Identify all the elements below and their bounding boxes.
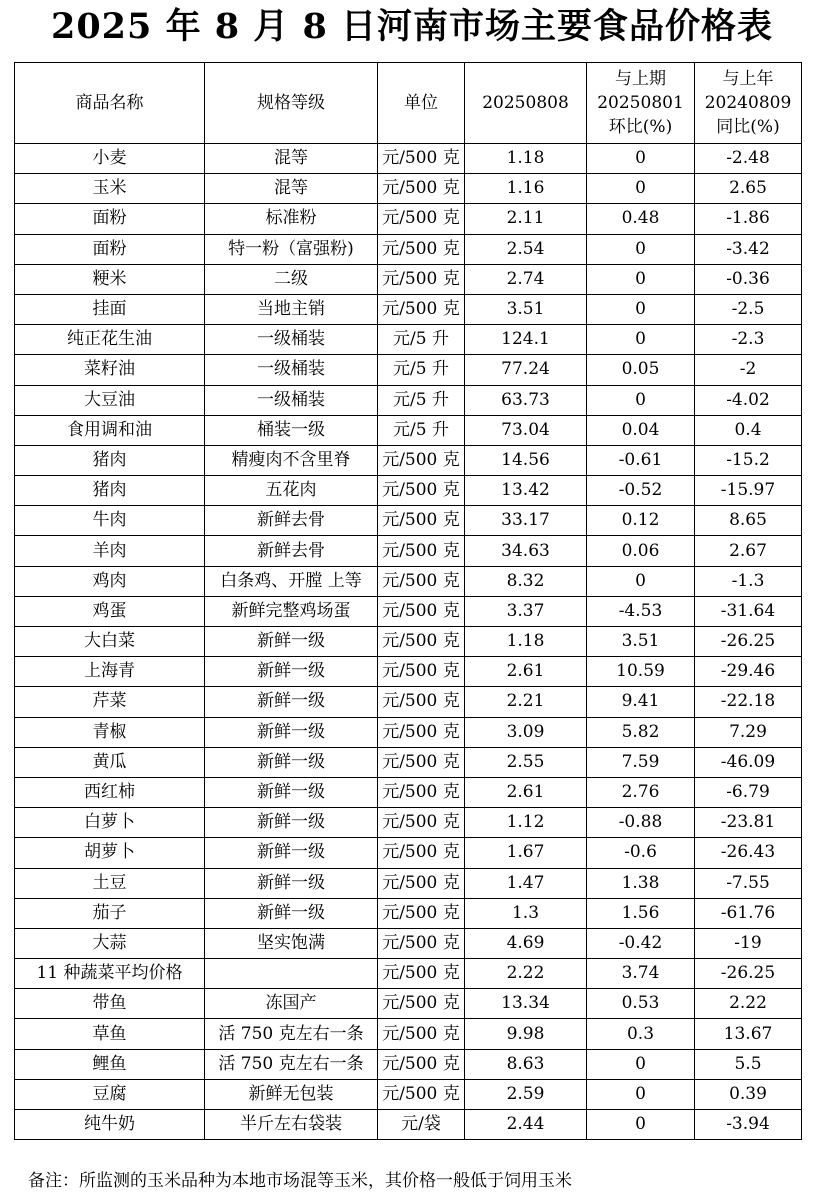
cell-spec: 标准粉 xyxy=(205,204,378,234)
cell-mom-change: 0 xyxy=(587,385,695,415)
cell-yoy-change: -61.76 xyxy=(695,898,802,928)
cell-yoy-change: -0.36 xyxy=(695,264,802,294)
cell-price: 13.42 xyxy=(465,476,587,506)
table-row xyxy=(15,294,802,324)
header-yoy-line: 与上年 xyxy=(722,69,774,89)
table-row xyxy=(15,898,802,928)
cell-price: 33.17 xyxy=(465,506,587,536)
cell-name: 菜籽油 xyxy=(15,355,205,385)
cell-unit: 元/500 克 xyxy=(378,174,465,204)
header-unit: 单位 xyxy=(378,63,465,144)
table-row xyxy=(15,808,802,838)
table-row xyxy=(15,657,802,687)
cell-spec: 一级桶装 xyxy=(205,355,378,385)
cell-unit: 元/500 克 xyxy=(378,234,465,264)
cell-yoy-change: -26.43 xyxy=(695,838,802,868)
header-name: 商品名称 xyxy=(15,63,205,144)
cell-price: 8.32 xyxy=(465,566,587,596)
table-row xyxy=(15,868,802,898)
cell-yoy-change: -7.55 xyxy=(695,868,802,898)
cell-unit: 元/5 升 xyxy=(378,325,465,355)
cell-unit: 元/500 克 xyxy=(378,264,465,294)
cell-name: 带鱼 xyxy=(15,989,205,1019)
cell-unit: 元/5 升 xyxy=(378,355,465,385)
cell-mom-change: 0.3 xyxy=(587,1019,695,1049)
cell-price: 1.3 xyxy=(465,898,587,928)
cell-mom-change: -4.53 xyxy=(587,596,695,626)
cell-mom-change: 0 xyxy=(587,1079,695,1109)
cell-price: 3.51 xyxy=(465,294,587,324)
cell-yoy-change: -3.42 xyxy=(695,234,802,264)
cell-name: 11 种蔬菜平均价格 xyxy=(15,959,205,989)
cell-spec: 白条鸡、开膛 上等 xyxy=(205,566,378,596)
table-row xyxy=(15,747,802,777)
cell-price: 14.56 xyxy=(465,445,587,475)
header-mom-line: 20250801 xyxy=(597,93,684,113)
cell-price: 124.1 xyxy=(465,325,587,355)
cell-spec: 特一粉（富强粉) xyxy=(205,234,378,264)
cell-price: 2.74 xyxy=(465,264,587,294)
page-title: 2025 年 8 月 8 日河南市场主要食品价格表 xyxy=(50,6,774,47)
cell-mom-change: -0.42 xyxy=(587,928,695,958)
cell-name: 食用调和油 xyxy=(15,415,205,445)
cell-price: 2.11 xyxy=(465,204,587,234)
cell-unit: 元/500 克 xyxy=(378,506,465,536)
table-row xyxy=(15,928,802,958)
cell-yoy-change: -3.94 xyxy=(695,1110,802,1140)
cell-yoy-change: -4.02 xyxy=(695,385,802,415)
cell-yoy-change: -2.5 xyxy=(695,294,802,324)
cell-price: 1.18 xyxy=(465,627,587,657)
cell-name: 鸡蛋 xyxy=(15,596,205,626)
cell-name: 玉米 xyxy=(15,174,205,204)
cell-spec: 混等 xyxy=(205,174,378,204)
cell-spec: 新鲜完整鸡场蛋 xyxy=(205,596,378,626)
cell-yoy-change: 2.67 xyxy=(695,536,802,566)
cell-unit: 元/袋 xyxy=(378,1110,465,1140)
cell-spec: 新鲜一级 xyxy=(205,838,378,868)
cell-yoy-change: 0.4 xyxy=(695,415,802,445)
header-mom-line: 与上期 xyxy=(615,69,666,89)
cell-mom-change: 3.51 xyxy=(587,627,695,657)
cell-name: 羊肉 xyxy=(15,536,205,566)
cell-price: 1.47 xyxy=(465,868,587,898)
cell-mom-change: 0.53 xyxy=(587,989,695,1019)
cell-unit: 元/500 克 xyxy=(378,445,465,475)
table-row xyxy=(15,989,802,1019)
cell-unit: 元/500 克 xyxy=(378,536,465,566)
cell-unit: 元/500 克 xyxy=(378,868,465,898)
cell-unit: 元/500 克 xyxy=(378,1019,465,1049)
cell-price: 2.55 xyxy=(465,747,587,777)
cell-name: 小麦 xyxy=(15,144,205,174)
cell-name: 上海青 xyxy=(15,657,205,687)
table-row xyxy=(15,959,802,989)
header-yoy xyxy=(695,63,802,144)
cell-price: 1.12 xyxy=(465,808,587,838)
table-row xyxy=(15,355,802,385)
table-row xyxy=(15,777,802,807)
cell-mom-change: 0.12 xyxy=(587,506,695,536)
cell-spec: 一级桶装 xyxy=(205,385,378,415)
cell-name: 茄子 xyxy=(15,898,205,928)
cell-name: 青椒 xyxy=(15,717,205,747)
cell-yoy-change: -2.3 xyxy=(695,325,802,355)
footnote: 备注：所监测的玉米品种为本地市场混等玉米，其价格一般低于饲用玉米 xyxy=(28,1171,572,1191)
cell-name: 挂面 xyxy=(15,294,205,324)
cell-unit: 元/500 克 xyxy=(378,747,465,777)
cell-unit: 元/500 克 xyxy=(378,928,465,958)
cell-mom-change: 0.48 xyxy=(587,204,695,234)
cell-mom-change: 0 xyxy=(587,1049,695,1079)
cell-name: 猪肉 xyxy=(15,476,205,506)
table-row xyxy=(15,566,802,596)
table-body xyxy=(15,144,802,1140)
cell-name: 鸡肉 xyxy=(15,566,205,596)
cell-unit: 元/500 克 xyxy=(378,838,465,868)
cell-name: 纯牛奶 xyxy=(15,1110,205,1140)
header-date: 20250808 xyxy=(465,63,587,144)
table-row xyxy=(15,476,802,506)
cell-name: 牛肉 xyxy=(15,506,205,536)
cell-spec: 新鲜一级 xyxy=(205,657,378,687)
table-row xyxy=(15,174,802,204)
cell-yoy-change: -1.3 xyxy=(695,566,802,596)
cell-spec: 活 750 克左右一条 xyxy=(205,1019,378,1049)
cell-name: 胡萝卜 xyxy=(15,838,205,868)
cell-price: 8.63 xyxy=(465,1049,587,1079)
cell-price: 3.37 xyxy=(465,596,587,626)
cell-spec: 新鲜一级 xyxy=(205,627,378,657)
cell-unit: 元/500 克 xyxy=(378,627,465,657)
cell-yoy-change: -19 xyxy=(695,928,802,958)
cell-price: 1.16 xyxy=(465,174,587,204)
cell-yoy-change: 0.39 xyxy=(695,1079,802,1109)
cell-spec: 新鲜一级 xyxy=(205,747,378,777)
cell-mom-change: 0 xyxy=(587,144,695,174)
cell-price: 2.54 xyxy=(465,234,587,264)
cell-spec xyxy=(205,959,378,989)
cell-unit: 元/5 升 xyxy=(378,385,465,415)
cell-price: 2.59 xyxy=(465,1079,587,1109)
cell-name: 大豆油 xyxy=(15,385,205,415)
cell-spec: 新鲜去骨 xyxy=(205,506,378,536)
cell-spec: 当地主销 xyxy=(205,294,378,324)
table-row xyxy=(15,506,802,536)
cell-spec: 新鲜一级 xyxy=(205,717,378,747)
cell-spec: 新鲜去骨 xyxy=(205,536,378,566)
cell-price: 73.04 xyxy=(465,415,587,445)
table-row xyxy=(15,1079,802,1109)
cell-yoy-change: -29.46 xyxy=(695,657,802,687)
cell-unit: 元/500 克 xyxy=(378,717,465,747)
cell-name: 草鱼 xyxy=(15,1019,205,1049)
cell-spec: 一级桶装 xyxy=(205,325,378,355)
cell-mom-change: 2.76 xyxy=(587,777,695,807)
cell-yoy-change: -1.86 xyxy=(695,204,802,234)
cell-spec: 新鲜一级 xyxy=(205,687,378,717)
cell-spec: 二级 xyxy=(205,264,378,294)
cell-yoy-change: -2.48 xyxy=(695,144,802,174)
cell-yoy-change: -22.18 xyxy=(695,687,802,717)
cell-mom-change: 9.41 xyxy=(587,687,695,717)
cell-price: 13.34 xyxy=(465,989,587,1019)
header-yoy-line: 20240809 xyxy=(704,93,792,113)
cell-mom-change: -0.61 xyxy=(587,445,695,475)
cell-mom-change: -0.6 xyxy=(587,838,695,868)
cell-name: 鲤鱼 xyxy=(15,1049,205,1079)
cell-unit: 元/500 克 xyxy=(378,1079,465,1109)
cell-price: 9.98 xyxy=(465,1019,587,1049)
table-row xyxy=(15,415,802,445)
cell-unit: 元/500 克 xyxy=(378,566,465,596)
cell-name: 面粉 xyxy=(15,204,205,234)
cell-spec: 新鲜无包装 xyxy=(205,1079,378,1109)
table-row xyxy=(15,717,802,747)
cell-unit: 元/500 克 xyxy=(378,204,465,234)
cell-mom-change: 1.38 xyxy=(587,868,695,898)
cell-yoy-change: 13.67 xyxy=(695,1019,802,1049)
cell-name: 白萝卜 xyxy=(15,808,205,838)
cell-mom-change: 0.04 xyxy=(587,415,695,445)
header-yoy-line: 同比(%) xyxy=(716,117,780,137)
table-row xyxy=(15,1049,802,1079)
cell-yoy-change: -15.2 xyxy=(695,445,802,475)
cell-mom-change: 10.59 xyxy=(587,657,695,687)
table-row xyxy=(15,687,802,717)
cell-price: 2.22 xyxy=(465,959,587,989)
cell-spec: 新鲜一级 xyxy=(205,898,378,928)
cell-spec: 桶装一级 xyxy=(205,415,378,445)
cell-unit: 元/500 克 xyxy=(378,959,465,989)
cell-yoy-change: -2 xyxy=(695,355,802,385)
cell-unit: 元/500 克 xyxy=(378,687,465,717)
cell-price: 3.09 xyxy=(465,717,587,747)
cell-yoy-change: -15.97 xyxy=(695,476,802,506)
cell-mom-change: -0.52 xyxy=(587,476,695,506)
cell-price: 2.21 xyxy=(465,687,587,717)
cell-mom-change: 3.74 xyxy=(587,959,695,989)
header-mom-line: 环比(%) xyxy=(608,117,673,137)
table-row xyxy=(15,234,802,264)
cell-spec: 混等 xyxy=(205,144,378,174)
cell-yoy-change: 5.5 xyxy=(695,1049,802,1079)
cell-yoy-change: -23.81 xyxy=(695,808,802,838)
cell-spec: 坚实饱满 xyxy=(205,928,378,958)
cell-yoy-change: 2.65 xyxy=(695,174,802,204)
cell-mom-change: 0.05 xyxy=(587,355,695,385)
cell-unit: 元/500 克 xyxy=(378,989,465,1019)
cell-name: 黄瓜 xyxy=(15,747,205,777)
cell-unit: 元/500 克 xyxy=(378,657,465,687)
cell-name: 猪肉 xyxy=(15,445,205,475)
table-row xyxy=(15,627,802,657)
cell-yoy-change: 2.22 xyxy=(695,989,802,1019)
cell-mom-change: 0 xyxy=(587,264,695,294)
table-row xyxy=(15,264,802,294)
cell-price: 2.44 xyxy=(465,1110,587,1140)
cell-price: 2.61 xyxy=(465,777,587,807)
cell-yoy-change: 7.29 xyxy=(695,717,802,747)
table-row xyxy=(15,144,802,174)
cell-unit: 元/500 克 xyxy=(378,596,465,626)
cell-mom-change: 0 xyxy=(587,566,695,596)
cell-unit: 元/5 升 xyxy=(378,415,465,445)
cell-name: 芹菜 xyxy=(15,687,205,717)
cell-price: 1.67 xyxy=(465,838,587,868)
cell-unit: 元/500 克 xyxy=(378,294,465,324)
cell-spec: 冻国产 xyxy=(205,989,378,1019)
cell-name: 豆腐 xyxy=(15,1079,205,1109)
cell-name: 大蒜 xyxy=(15,928,205,958)
table-row xyxy=(15,838,802,868)
cell-name: 纯正花生油 xyxy=(15,325,205,355)
table-row xyxy=(15,596,802,626)
cell-yoy-change: 8.65 xyxy=(695,506,802,536)
cell-mom-change: 0 xyxy=(587,325,695,355)
cell-mom-change: 0 xyxy=(587,1110,695,1140)
table-row xyxy=(15,1110,802,1140)
cell-spec: 精瘦肉不含里脊 xyxy=(205,445,378,475)
cell-mom-change: 0.06 xyxy=(587,536,695,566)
price-table xyxy=(14,62,802,1140)
cell-yoy-change: -46.09 xyxy=(695,747,802,777)
cell-name: 大白菜 xyxy=(15,627,205,657)
cell-price: 77.24 xyxy=(465,355,587,385)
cell-yoy-change: -26.25 xyxy=(695,959,802,989)
cell-unit: 元/500 克 xyxy=(378,144,465,174)
cell-mom-change: 1.56 xyxy=(587,898,695,928)
cell-unit: 元/500 克 xyxy=(378,808,465,838)
header-mom xyxy=(587,63,695,144)
cell-unit: 元/500 克 xyxy=(378,898,465,928)
cell-mom-change: 7.59 xyxy=(587,747,695,777)
cell-price: 63.73 xyxy=(465,385,587,415)
table-row xyxy=(15,1019,802,1049)
cell-name: 粳米 xyxy=(15,264,205,294)
cell-price: 2.61 xyxy=(465,657,587,687)
cell-mom-change: 0 xyxy=(587,234,695,264)
cell-unit: 元/500 克 xyxy=(378,476,465,506)
table-row xyxy=(15,385,802,415)
cell-mom-change: -0.88 xyxy=(587,808,695,838)
cell-price: 34.63 xyxy=(465,536,587,566)
cell-price: 4.69 xyxy=(465,928,587,958)
cell-spec: 新鲜一级 xyxy=(205,777,378,807)
cell-mom-change: 5.82 xyxy=(587,717,695,747)
cell-name: 面粉 xyxy=(15,234,205,264)
cell-name: 西红柿 xyxy=(15,777,205,807)
cell-yoy-change: -6.79 xyxy=(695,777,802,807)
cell-name: 土豆 xyxy=(15,868,205,898)
cell-spec: 活 750 克左右一条 xyxy=(205,1049,378,1079)
cell-mom-change: 0 xyxy=(587,174,695,204)
cell-spec: 半斤左右袋装 xyxy=(205,1110,378,1140)
table-header-row xyxy=(15,63,802,144)
cell-spec: 五花肉 xyxy=(205,476,378,506)
header-spec: 规格等级 xyxy=(205,63,378,144)
cell-price: 1.18 xyxy=(465,144,587,174)
cell-yoy-change: -26.25 xyxy=(695,627,802,657)
table-row xyxy=(15,325,802,355)
table-row xyxy=(15,204,802,234)
table-row xyxy=(15,536,802,566)
cell-mom-change: 0 xyxy=(587,294,695,324)
cell-yoy-change: -31.64 xyxy=(695,596,802,626)
cell-spec: 新鲜一级 xyxy=(205,868,378,898)
table-row xyxy=(15,445,802,475)
cell-unit: 元/500 克 xyxy=(378,777,465,807)
cell-spec: 新鲜一级 xyxy=(205,808,378,838)
cell-unit: 元/500 克 xyxy=(378,1049,465,1079)
